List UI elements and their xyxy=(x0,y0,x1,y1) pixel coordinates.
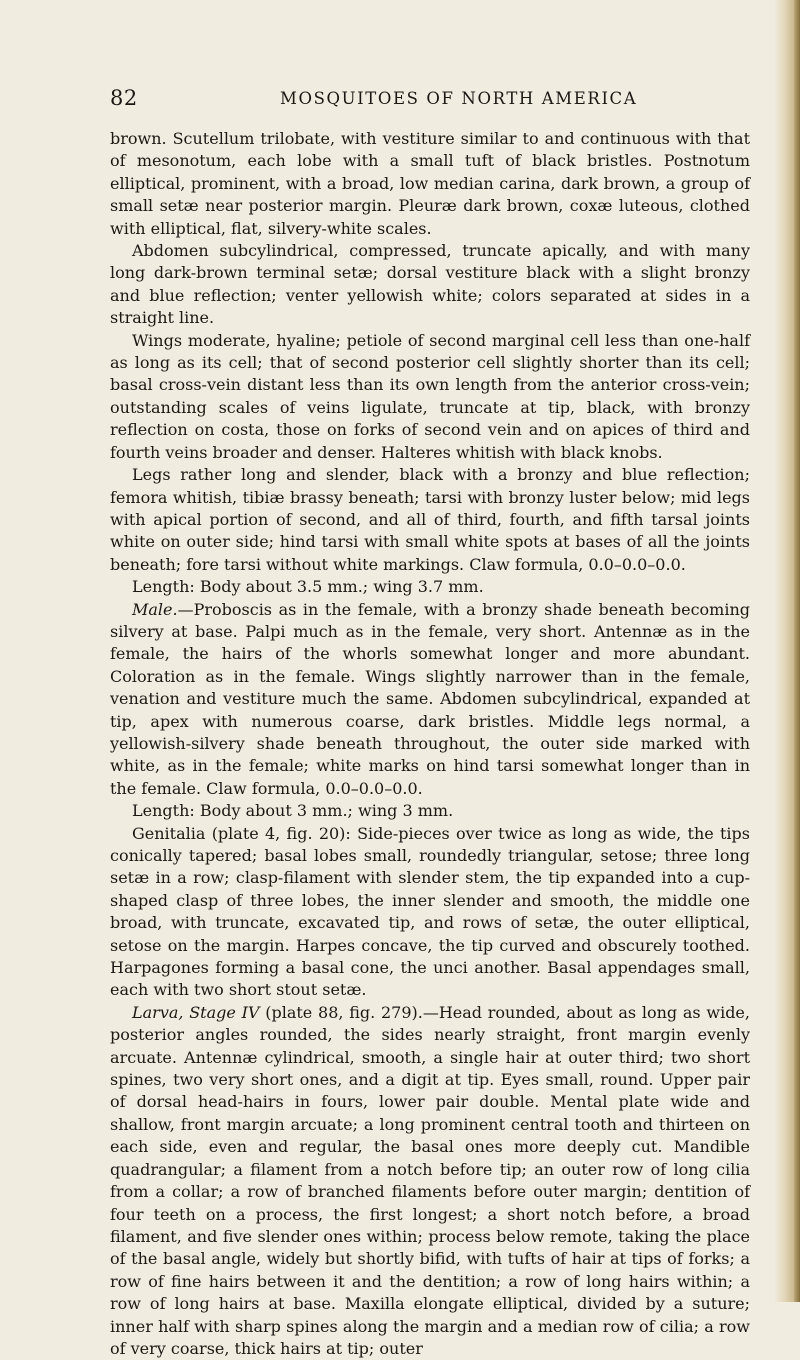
section-lead: Male. xyxy=(132,599,178,619)
paragraph-male xyxy=(110,599,750,801)
paragraph-text: Genitalia (plate 4, fig. 20): Side-pieces over twice as long as wide, the tips conically tapered; basal lobes small, roundedly triangular, setose; three long setæ in a row; clasp-filament with slender stem, the tip expanded into a cup-shaped clasp of three lobes, the inner slender and smooth, the middle one broad, with truncate, excavated tip, and rows of setæ, the outer elliptical, setose on the margin. Harpes concave, the tip curved and obscurely toothed. Harpagones forming a basal cone, the unci another. Basal appendages small, each with two short stout setæ. xyxy=(110,823,750,1000)
paragraph-abdomen xyxy=(110,240,750,330)
paragraph-text: Legs rather long and slender, black with a bronzy and blue reflection; femora whitish, tibiæ brassy beneath; tarsi with bronzy luster below; mid legs with apical portion of second, and all of third, fourth, and fifth tarsal joints white on outer side; hind tarsi with small white spots at bases of all the joints beneath; fore tarsi without white markings. Claw formula, 0.0–0.0–0.0. xyxy=(110,465,750,574)
page-number: 82 xyxy=(110,86,138,110)
paragraph-text: Length: Body about 3 mm.; wing 3 mm. xyxy=(132,801,454,821)
paragraph-text: brown. Scutellum trilobate, with vestiture similar to and continuous with that of mesonotum, each lobe with a small tuft of black bristles. Postnotum elliptical, prominent, with a broad, low median carina, dark brown, a group of small setæ near posterior margin. Pleuræ dark brown, coxæ luteous, clothed with elliptical, flat, silvery-white scales. xyxy=(110,129,750,238)
paragraph-text: (plate 88, fig. 279).—Head rounded, about as long as wide, posterior angles rounded, the sides nearly straight, front margin evenly arcuate. Antennæ cylindrical, smooth, a single hair at outer third; two short spines, two very short ones, and a digit at tip. Eyes small, round. Upper pair of dorsal head-hairs in fours, lower pair double. Mental plate wide and shallow, front margin arcuate; a long prominent central tooth and thirteen on each side, even and regular, the basal ones more deeply cut. Mandible quadrangular; a filament from a notch before tip; an outer row of long cilia from a collar; a row of branched filaments before outer margin; dentition of four teeth on a process, the first longest; a short notch before, a broad filament, and five slender ones within; process below remote, taking the place of the basal angle, widely but shortly bifid, with tufts of hair at tips of forks; a row of fine hairs between it and the dentition; a row of long hairs within; a row of long hairs at base. Maxilla elongate elliptical, divided by a suture; inner half with sharp spines along the margin and a median row of cilia; a row of very coarse, thick hairs at tip; outer xyxy=(110,1002,750,1358)
paragraph-wings xyxy=(110,330,750,464)
paragraph-genitalia xyxy=(110,823,750,1002)
paragraph-text: Wings moderate, hyaline; petiole of second marginal cell less than one-half as long as its cell; that of second posterior cell slightly shorter than its cell; basal cross-vein distant less than its own length from the anterior cross-vein; outstanding scales of veins ligulate, truncate at tip, black, with bronzy reflection on costa, those on forks of second vein and on apices of third and fourth veins broader and denser. Halteres whitish with black knobs. xyxy=(110,330,750,462)
page-header xyxy=(110,86,750,116)
paragraph-length-female xyxy=(110,576,750,598)
paragraph-length-male xyxy=(110,800,750,822)
paragraph-legs xyxy=(110,464,750,576)
body-text xyxy=(110,128,750,1360)
section-lead: Larva, Stage IV xyxy=(132,1002,260,1022)
paragraph-larva xyxy=(110,1002,750,1360)
paragraph-text: Abdomen subcylindrical, compressed, truncate apically, and with many long dark-brown terminal setæ; dorsal vestiture black with a slight bronzy and blue reflection; venter yellowish white; colors separated at sides in a straight line. xyxy=(110,241,750,328)
page-edge-shadow xyxy=(794,0,800,1302)
running-title: MOSQUITOES OF NORTH AMERICA xyxy=(280,89,638,108)
paragraph-text: Length: Body about 3.5 mm.; wing 3.7 mm. xyxy=(132,577,484,597)
paragraph-scutellum xyxy=(110,128,750,240)
paragraph-text: —Proboscis as in the female, with a bronzy shade beneath becoming silvery at base. Palpi much as in the female, very short. Antennæ as in the female, the hairs of the whorls somewhat longer and more abundant. Coloration as in the female. Wings slightly narrower than in the female, venation and vestiture much the same. Abdomen subcylindrical, expanded at tip, apex with numerous coarse, dark bristles. Middle legs normal, a yellowish-silvery shade beneath throughout, the outer side marked with white, as in the female; white marks on hind tarsi somewhat longer than in the female. Claw formula, 0.0–0.0–0.0. xyxy=(110,599,750,798)
